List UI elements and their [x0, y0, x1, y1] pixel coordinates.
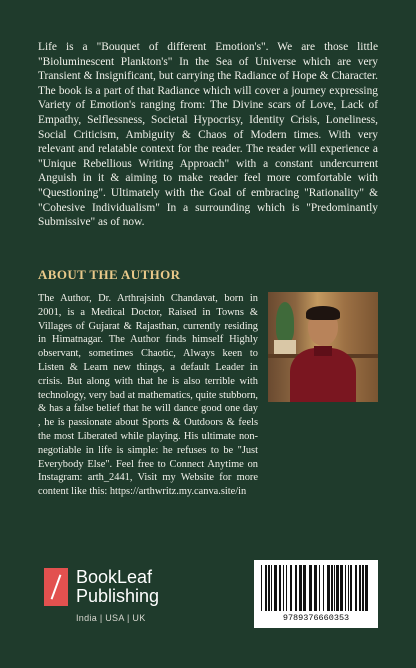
author-bio: The Author, Dr. Arthrajsinh Chandavat, born in 2001, is a Medical Doctor, Raised in Towns & Villages of Gujarat & Rajasthan, currently residing in Himatnagar. The Author finds himself Highly observant, sometimes Chaotic, Always keen to Listen & Learn new things, a default Leader in crisis. But along with that he is also terrible with technology, very bad at mathematics, quite stubborn, & has a false belief that he will dance good one day , he is passionate about Sports & Outdoors & feels the most Liberated while playing. His ultimate non-negotiable in life is simple: he refuses to be "Just Everybody Else". Feel free to Connect Anytime on Instagram: arth_2441, Visit my Website for more content like this: https://arthwritz.my.canva.site/in	[38, 293, 258, 498]
publisher-logo	[44, 568, 159, 606]
publisher-name-line1: BookLeaf	[76, 567, 153, 587]
author-photo	[268, 292, 378, 402]
barcode-bars	[260, 565, 372, 611]
publisher-regions: India | USA | UK	[76, 613, 146, 623]
back-cover-blurb: Life is a "Bouquet of different Emotion's". We are those little "Bioluminescent Plankton's" In the Sea of Universe which are very Transient & Insignificant, but carrying the Radiance of Hope & Character. The book is a part of that Radiance which will cover a journey expressing Variety of Emotion's ranging from: The Divine scars of Love, Lack of Empathy, Selflessness, Societal Hypocrisy, Identity Crisis, Loneliness, Social Criticism, Ambiguity & Chaos of Modern times. With very relevant and relatable context for the reader. The reader will experience a "Unique Rebellious Writing Approach" with a constant undercurrent Anguish in it & aiming to make reader feel more comfortable with "Questioning". Ultimately with the Goal of embracing "Rationality" & "Cohesive Individualism" In a surrounding which is "Predominantly Submissive" as of now.	[38, 41, 378, 229]
isbn-number: 9789376660353	[282, 613, 350, 623]
about-author-heading: ABOUT THE AUTHOR	[38, 267, 181, 282]
publisher-name-line2: Publishing	[76, 586, 160, 606]
publisher-logo-icon	[44, 568, 68, 606]
isbn-barcode	[254, 560, 378, 628]
